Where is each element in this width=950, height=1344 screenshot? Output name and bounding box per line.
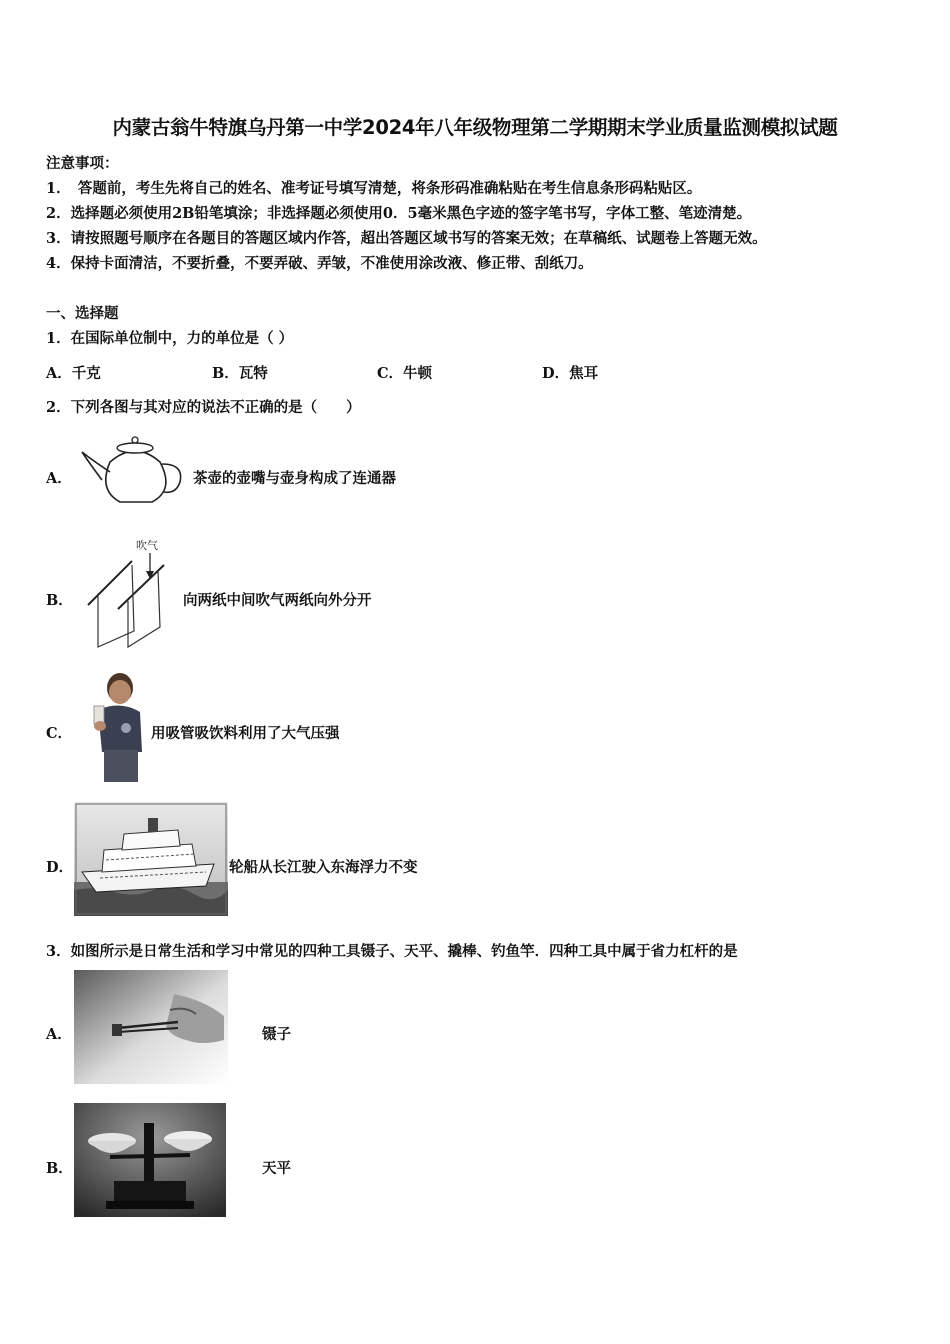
q1-option-b: B．瓦特	[212, 365, 268, 382]
q1-option-d: D．焦耳	[542, 365, 599, 382]
q2-option-a-text: 茶壶的壶嘴与壶身构成了连通器	[193, 470, 396, 487]
notice-item: 4．保持卡面清洁，不要折叠，不要弄破、弄皱，不准使用涂改液、修正带、刮纸刀。	[46, 255, 593, 272]
q2-option-c-text: 用吸管吸饮料利用了大气压强	[151, 725, 340, 742]
q2-option-d-text: 轮船从长江驶入东海浮力不变	[229, 859, 418, 876]
q1-option-c: C．牛顿	[377, 365, 433, 382]
blow-air-label: 吹气	[136, 539, 158, 552]
notice-item: 3．请按照题号顺序在各题目的答题区域内作答，超出答题区域书写的答案无效；在草稿纸、试题卷上答题无效。	[46, 230, 767, 247]
tweezers-photo	[74, 970, 228, 1084]
ship-photo	[74, 802, 228, 916]
section-heading: 一、选择题	[46, 305, 119, 322]
page-title: 内蒙古翁牛特旗乌丹第一中学2024年八年级物理第二学期期末学业质量监测模拟试题	[112, 116, 838, 139]
blowing-papers-figure	[84, 535, 176, 655]
notice-item: 1． 答题前，考生先将自己的姓名、准考证号填写清楚，将条形码准确粘贴在考生信息条形码粘贴区。	[46, 180, 702, 197]
boy-drinking-figure	[88, 672, 146, 784]
q2-option-a-letter: A．	[46, 470, 72, 487]
q2-option-b-letter: B．	[46, 592, 73, 609]
q2-option-d-letter: D．	[46, 859, 74, 876]
q3-option-a-letter: A．	[46, 1026, 72, 1043]
teapot-figure	[80, 430, 190, 508]
q3-option-b-text: 天平	[262, 1160, 291, 1177]
notice-heading: 注意事项：	[46, 155, 119, 172]
q3-option-b-letter: B．	[46, 1160, 73, 1177]
q2-option-b-text: 向两纸中间吹气两纸向外分开	[183, 592, 372, 609]
question-1-stem: 1．在国际单位制中，力的单位是（ ）	[46, 330, 294, 347]
q2-option-c-letter: C．	[46, 725, 73, 742]
balance-photo	[74, 1103, 226, 1217]
question-3-stem: 3．如图所示是日常生活和学习中常见的四种工具镊子、天平、撬棒、钓鱼竿．四种工具中属于省力杠杆的是	[46, 943, 738, 960]
question-2-stem: 2．下列各图与其对应的说法不正确的是（ ）	[46, 399, 361, 416]
notice-item: 2．选择题必须使用2B铅笔填涂；非选择题必须使用0．5毫米黑色字迹的签字笔书写，字体工整、笔迹清楚。	[46, 205, 752, 222]
q3-option-a-text: 镊子	[262, 1026, 291, 1043]
q1-option-a: A．千克	[46, 365, 101, 382]
